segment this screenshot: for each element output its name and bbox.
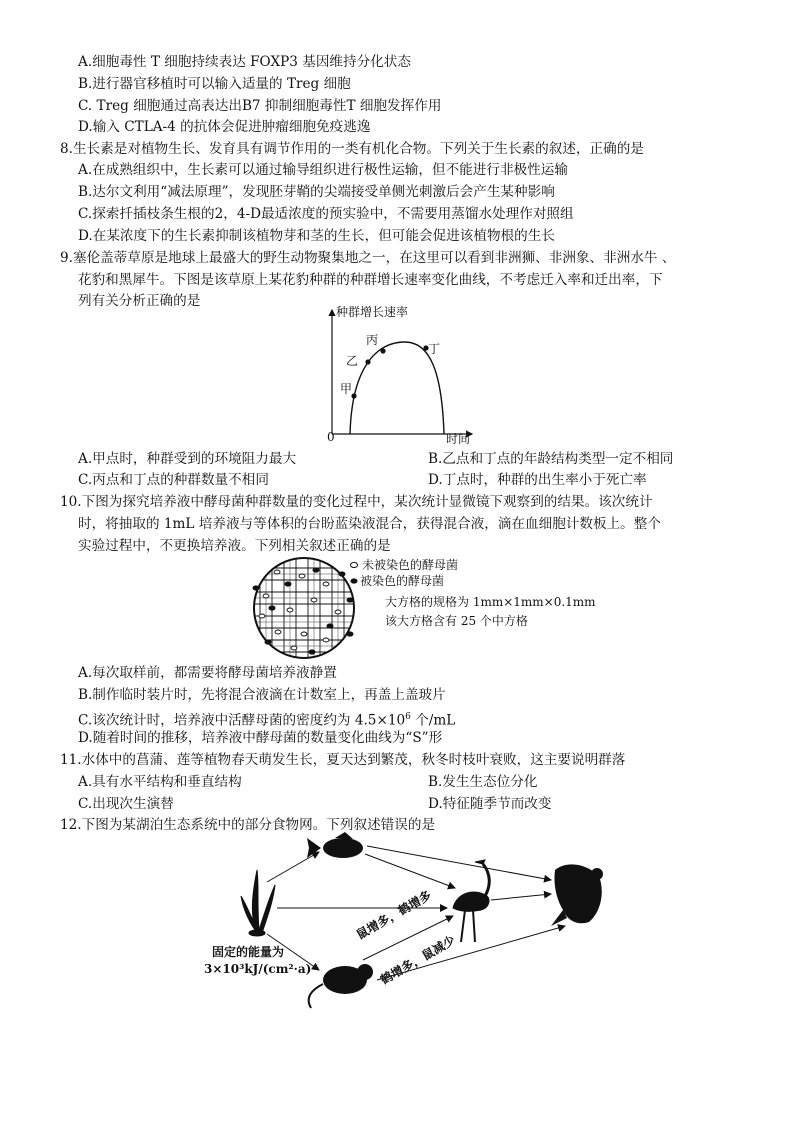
q7-option-a: A.细胞毒性 T 细胞持续表达 FOXP3 基因维持分化状态 — [78, 54, 411, 70]
q10-legend-unstained: 未被染色的酵母菌 — [362, 558, 459, 572]
q10-option-a: A.每次取样前，都需要将酵母菌培养液静置 — [78, 665, 337, 681]
q10-option-c-text: C.该次统计时，培养液中活酵母菌的密度约为 4.5×10 — [78, 712, 406, 729]
q8-option-c: C.探索扦插枝条生根的2，4-D最适浓度的预实验中，不需要用蒸馏水处理作对照组 — [78, 206, 574, 222]
q9-graph-ylabel: 种群增长速率 — [336, 305, 409, 319]
q9-graph-origin: 0 — [327, 430, 335, 444]
q12-relation-label-2: 鹤增多，鼠减少 — [378, 932, 458, 988]
q9-option-c: C.丙点和丁点的种群数量不相同 — [78, 472, 269, 488]
q10-option-b: B.制作临时装片时，先将混合液滴在计数室上，再盖上盖玻片 — [78, 687, 446, 703]
q9-option-a: A.甲点时，种群受到的环境阻力最大 — [78, 451, 297, 467]
point-yi — [365, 359, 370, 364]
q9-point-label-jia: 甲 — [340, 382, 353, 396]
q8-option-d: D.在某浓度下的生长素抑制该植物芽和茎的生长，但可能会促进该植物根的生长 — [78, 228, 555, 244]
q10-stem-line3: 实验过程中，不更换培养液。下列相关叙述正确的是 — [78, 538, 391, 554]
q9-stem-line3: 列有关分析正确的是 — [78, 293, 201, 309]
q9-point-label-ding: 丁 — [428, 342, 441, 356]
q10-option-d: D.随着时间的推移，培养液中酵母菌的数量变化曲线为“S”形 — [78, 730, 443, 746]
q11-option-b: B.发生生态位分化 — [428, 774, 538, 790]
q10-stem-line2: 时，将抽取的 1mL 培养液与等体积的台盼蓝染液混合，获得混合液，滴在血细胞计数板上。整个 — [78, 516, 661, 532]
eagle-icon — [551, 864, 603, 926]
q11-option-c: C.出现次生演替 — [78, 796, 174, 812]
arrow-fish-eagle — [367, 846, 551, 880]
point-jia — [351, 393, 356, 398]
q9-stem-line1: 9.塞伦盖蒂草原是地球上最盛大的野生动物聚集地之一，在这里可以看到非洲狮、非洲象、非洲水牛 、 — [60, 250, 676, 266]
mouse-icon — [309, 964, 373, 1008]
q9-point-label-yi: 乙 — [346, 354, 359, 368]
q10-hemocytometer-diagram — [244, 552, 374, 662]
q10-spec-line1: 大方格的规格为 1mm×1mm×0.1mm — [385, 595, 596, 609]
q9-point-label-bing: 丙 — [366, 333, 379, 347]
q9-option-d: D.丁点时，种群的出生率小于死亡率 — [428, 472, 647, 488]
q10-option-c-unit: 个/mL — [410, 712, 456, 729]
q10-option-c — [78, 707, 455, 731]
crane-icon — [453, 860, 489, 942]
q12-relation-label-1: 鼠增多，鹤增多 — [354, 887, 434, 943]
q8-option-b: B.达尔文利用“减法原理”，发现胚芽鞘的尖端接受单侧光刺激后会产生某种影响 — [78, 184, 555, 200]
q8-option-a: A.在成熟组织中，生长素可以通过输导组织进行极性运输，但不能进行非极性运输 — [78, 162, 568, 178]
arrow-crane-eagle — [491, 894, 551, 900]
q11-option-d: D.特征随季节而改变 — [428, 796, 552, 812]
q8-stem: 8.生长素是对植物生长、发育具有调节作用的一类有机化合物。下列关于生长素的叙述，正确的是 — [60, 141, 644, 157]
q7-option-b: B.进行器官移植时可以输入适量的 Treg 细胞 — [78, 76, 351, 92]
q9-graph-xlabel: 时间 — [446, 432, 471, 446]
q10-legend-stained: 被染色的酵母菌 — [360, 574, 445, 588]
q12-energy-line2: 3×10³kJ/(cm²·a) — [204, 962, 312, 976]
q10-stem-line1: 10.下图为探究培养液中酵母菌种群数量的变化过程中，某次统计显微镜下观察到的结果。该次统计 — [60, 494, 653, 510]
q12-energy-line1: 固定的能量为 — [212, 945, 285, 959]
q10-option-c-exponent: 6 — [405, 712, 411, 722]
arrow-fish-crane — [365, 854, 455, 888]
q12-food-web-diagram — [195, 830, 625, 1015]
point-bing — [380, 348, 385, 353]
q7-option-c: C. Treg 细胞通过高表达出B7 抑制细胞毒性T 细胞发挥作用 — [78, 98, 442, 114]
q9-stem-line2: 花豹和黑犀牛。下图是该草原上某花豹种群的种群增长速率变化曲线，不考虑迁入率和迁出率，下 — [78, 272, 663, 288]
q11-stem: 11.水体中的菖蒲、莲等植物春天萌发生长，夏天达到繁茂，秋冬时枝叶衰败，这主要说明群落 — [60, 752, 626, 768]
q9-growth-rate-graph — [320, 302, 480, 450]
arrow-plant-fish — [267, 852, 319, 882]
q10-spec-line2: 该大方格含有 25 个中方格 — [385, 614, 528, 628]
q7-option-d: D.输入 CTLA-4 的抗体会促进肿瘤细胞免疫逃逸 — [78, 119, 371, 135]
q12-stem: 12.下图为某湖泊生态系统中的部分食物网。下列叙述错误的是 — [60, 817, 436, 833]
q11-option-a: A.具有水平结构和垂直结构 — [78, 774, 242, 790]
q9-option-b: B.乙点和丁点的年龄结构类型一定不相同 — [428, 451, 674, 467]
